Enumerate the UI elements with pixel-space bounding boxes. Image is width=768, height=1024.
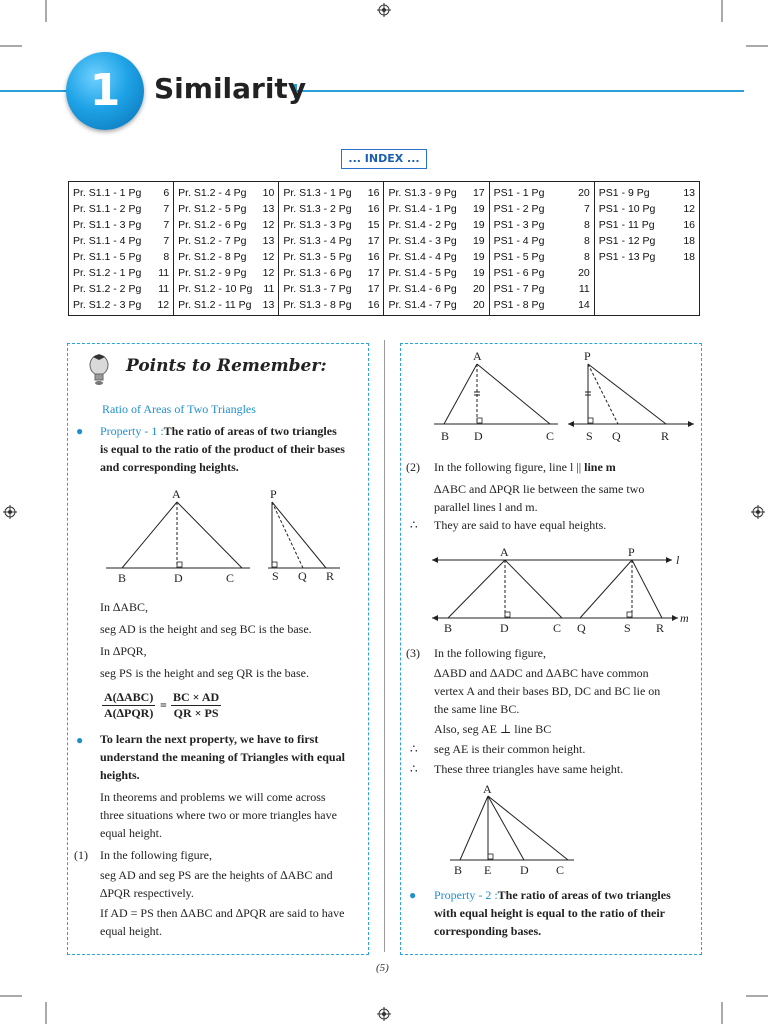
index-entry	[494, 297, 590, 313]
index-entry-label: Pr. S1.2 - 4 Pg	[178, 187, 247, 199]
subheading: Ratio of Areas of Two Triangles	[102, 402, 256, 416]
item2-line4: They are said to have equal heights.	[434, 518, 607, 532]
index-entry	[388, 265, 484, 281]
fig4-label-B: B	[454, 863, 463, 877]
index-entry-label: Pr. S1.2 - 11 Pg	[178, 299, 252, 311]
index-entry-page: 17	[367, 267, 380, 279]
index-entry-page: 19	[472, 219, 485, 231]
chapter-title: Similarity	[154, 72, 307, 105]
index-entry	[494, 233, 590, 249]
item3-line6: seg AE is their common height.	[434, 742, 586, 756]
index-entry-page: 7	[163, 203, 170, 215]
index-entry-page: 14	[578, 299, 590, 311]
property2-label: Property - 2 :	[434, 888, 498, 902]
index-entry-label: PS1 - 2 Pg	[493, 203, 545, 215]
fig1-label-P: P	[270, 487, 277, 501]
fig3-label-B: B	[444, 621, 453, 635]
index-entry-label: Pr. S1.3 - 1 Pg	[283, 187, 352, 199]
index-entry	[283, 201, 379, 217]
bullet2-line2: understand the meaning of Triangles with equal	[100, 750, 345, 764]
fig2-label-Q: Q	[612, 429, 621, 443]
formula-equals: =	[160, 698, 167, 712]
index-entry-label: PS1 - 3 Pg	[493, 219, 545, 231]
formula-num-right: BC × AD	[173, 690, 220, 704]
index-entry	[73, 233, 169, 249]
index-entry-label: Pr. S1.1 - 2 Pg	[73, 203, 142, 215]
index-entry	[388, 297, 484, 313]
index-entry	[283, 233, 379, 249]
index-entry	[599, 185, 695, 201]
index-entry	[283, 265, 379, 281]
index-entry	[73, 185, 169, 201]
item2-line1	[434, 458, 616, 476]
index-entry-page: 6	[163, 187, 170, 199]
index-entry	[178, 297, 274, 313]
item1-line3: If AD = PS then ∆ABC and ∆PQR are said to have	[100, 906, 345, 920]
property1-line3: and corresponding heights.	[100, 460, 239, 474]
item2-number: (2)	[406, 460, 420, 474]
index-entry	[73, 265, 169, 281]
index-column	[279, 182, 384, 316]
index-entry-page: 20	[578, 187, 590, 199]
fig2-label-S: S	[586, 429, 593, 443]
index-entry-page: 19	[472, 267, 485, 279]
index-entry-page: 12	[683, 203, 695, 215]
fig1-label-S: S	[272, 569, 279, 583]
fig3-label-A: A	[500, 545, 509, 559]
index-entry-label: Pr. S1.4 - 6 Pg	[388, 283, 457, 295]
item1-line4: equal height.	[100, 924, 162, 938]
index-entry-page: 12	[157, 299, 170, 311]
index-entry	[599, 249, 695, 265]
therefore-symbol: ∴	[410, 742, 418, 756]
index-entry-page: 16	[367, 251, 380, 263]
item3-number: (3)	[406, 646, 420, 660]
item3-line7: These three triangles have same height.	[434, 762, 624, 776]
property1-line1: The ratio of areas of two triangles	[163, 424, 337, 438]
index-entry-page: 16	[367, 299, 380, 311]
index-entry-page: 7	[163, 235, 170, 247]
index-column	[384, 182, 489, 316]
index-entry-page: 13	[262, 299, 275, 311]
index-entry	[178, 249, 274, 265]
index-entry	[73, 297, 169, 313]
fig1-label-A: A	[172, 487, 181, 501]
index-entry-page: 12	[262, 267, 275, 279]
index-entry-label: Pr. S1.1 - 4 Pg	[73, 235, 142, 247]
bullet-icon: ●	[76, 424, 84, 438]
index-entry-page: 19	[472, 235, 485, 247]
index-entry-label: Pr. S1.3 - 3 Pg	[283, 219, 352, 231]
index-entry-page: 8	[583, 219, 590, 231]
index-entry-label: Pr. S1.3 - 6 Pg	[283, 267, 352, 279]
para-line1: In theorems and problems we will come across	[100, 790, 326, 804]
index-entry-page: 10	[262, 187, 275, 199]
index-entry-page: 16	[367, 187, 380, 199]
index-entry-label: Pr. S1.3 - 9 Pg	[388, 187, 457, 199]
text-in-pqr: In ∆PQR,	[100, 644, 147, 658]
index-entry-label: Pr. S1.2 - 6 Pg	[178, 219, 247, 231]
item1-line2: ∆PQR respectively.	[100, 886, 194, 900]
index-entry	[494, 201, 590, 217]
fig3-label-Q: Q	[577, 621, 586, 635]
bullet-icon: ●	[76, 733, 84, 747]
fig1-label-D: D	[174, 571, 183, 585]
fig2-label-C: C	[546, 429, 555, 443]
fig2-label-A: A	[473, 349, 482, 363]
index-entry-label: Pr. S1.2 - 1 Pg	[73, 267, 142, 279]
index-entry-page: 12	[262, 251, 275, 263]
index-entry-label: Pr. S1.2 - 5 Pg	[178, 203, 247, 215]
item3-line5: Also, seg AE ⊥ line BC	[434, 722, 552, 736]
index-entry-page: 13	[262, 235, 275, 247]
lightbulb-icon	[86, 352, 112, 386]
therefore-symbol: ∴	[410, 762, 418, 776]
text-in-abc: In ∆ABC,	[100, 600, 149, 614]
property2-line3: corresponding bases.	[434, 924, 542, 938]
column-divider	[384, 340, 385, 952]
index-entry-label: Pr. S1.2 - 10 Pg	[178, 283, 253, 295]
index-entry-page: 7	[583, 203, 590, 215]
fig4-label-D: D	[520, 863, 529, 877]
index-column	[594, 182, 699, 316]
fig3-label-R: R	[656, 621, 665, 635]
index-entry	[494, 249, 590, 265]
item2-line3: parallel lines l and m.	[434, 500, 538, 514]
index-entry	[388, 233, 484, 249]
index-entry-page: 11	[158, 267, 170, 279]
text-ps-height: seg PS is the height and seg QR is the base.	[100, 666, 309, 680]
fig4-label-E: E	[484, 863, 492, 877]
fig4-label-A: A	[483, 782, 492, 796]
formula-den-left: A(∆PQR)	[104, 706, 154, 720]
index-entry	[283, 281, 379, 297]
index-entry	[388, 185, 484, 201]
fig3-label-l: l	[676, 553, 680, 567]
index-title: ... INDEX ...	[341, 149, 427, 169]
index-entry-label: Pr. S1.3 - 7 Pg	[283, 283, 352, 295]
index-entry-page: 13	[683, 187, 695, 199]
index-entry-label: PS1 - 13 Pg	[598, 251, 656, 263]
fig3-label-D: D	[500, 621, 509, 635]
index-table	[68, 181, 700, 316]
fig1-label-C: C	[226, 571, 235, 585]
formula-left	[102, 690, 155, 721]
index-entry-label: Pr. S1.4 - 4 Pg	[388, 251, 457, 263]
item2-line1a: In the following figure, line l ||	[434, 460, 582, 474]
chapter-number-badge: 1	[66, 52, 144, 130]
property2	[434, 886, 698, 940]
item2-line2: ∆ABC and ∆PQR lie between the same two	[434, 482, 645, 496]
property2-line2: with equal height is equal to the ratio of their	[434, 906, 665, 920]
index-entry-page: 15	[367, 219, 380, 231]
registration-mark-icon	[377, 1007, 391, 1021]
property1	[100, 422, 368, 476]
index-entry-label: PS1 - 8 Pg	[493, 299, 545, 311]
fig2-label-B: B	[441, 429, 450, 443]
index-entry	[178, 185, 274, 201]
fig1-label-R: R	[326, 569, 335, 583]
index-entry	[178, 233, 274, 249]
property1-line2: is equal to the ratio of the product of their bases	[100, 442, 345, 456]
index-entry-label: Pr. S1.4 - 5 Pg	[388, 267, 457, 279]
index-entry-page: 12	[262, 219, 275, 231]
figure-2	[432, 348, 702, 448]
fig2-label-P: P	[584, 349, 591, 363]
index-entry	[494, 217, 590, 233]
index-entry-label: Pr. S1.2 - 9 Pg	[178, 267, 247, 279]
index-entry	[178, 281, 274, 297]
index-entry	[178, 265, 274, 281]
property2-line1: The ratio of areas of two triangles	[497, 888, 671, 902]
points-heading: Points to Remember:	[126, 356, 327, 376]
page-number: (5)	[376, 962, 389, 974]
therefore-symbol: ∴	[410, 518, 418, 532]
index-entry-label: PS1 - 12 Pg	[598, 235, 656, 247]
index-column	[489, 182, 594, 316]
index-entry	[178, 201, 274, 217]
index-entry-label: Pr. S1.3 - 4 Pg	[283, 235, 352, 247]
registration-mark-icon	[751, 505, 765, 519]
fig3-label-C: C	[553, 621, 562, 635]
index-entry-page: 8	[583, 251, 590, 263]
index-entry-label: Pr. S1.3 - 8 Pg	[283, 299, 352, 311]
fig1-label-Q: Q	[298, 569, 307, 583]
index-entry-label: PS1 - 9 Pg	[598, 187, 650, 199]
index-entry-page: 19	[472, 203, 485, 215]
index-entry-label: PS1 - 6 Pg	[493, 267, 545, 279]
index-entry-label: PS1 - 10 Pg	[598, 203, 656, 215]
item1-number: (1)	[74, 848, 88, 862]
index-entry-label: PS1 - 4 Pg	[493, 235, 545, 247]
index-entry-page: 8	[583, 235, 590, 247]
registration-mark-icon	[377, 3, 391, 17]
text-ad-height: seg AD is the height and seg BC is the base.	[100, 622, 312, 636]
index-entry-label: Pr. S1.4 - 1 Pg	[388, 203, 457, 215]
index-entry	[599, 217, 695, 233]
index-entry-label: Pr. S1.2 - 3 Pg	[73, 299, 142, 311]
index-entry-label: Pr. S1.1 - 5 Pg	[73, 251, 142, 263]
index-entry-label: Pr. S1.1 - 1 Pg	[73, 187, 142, 199]
index-entry-page: 16	[367, 203, 380, 215]
index-entry-page: 20	[472, 283, 485, 295]
fig3-label-P: P	[628, 545, 635, 559]
index-entry-label: Pr. S1.3 - 5 Pg	[283, 251, 352, 263]
index-entry-page: 19	[472, 251, 485, 263]
index-entry	[494, 185, 590, 201]
index-entry	[283, 217, 379, 233]
figure-4	[446, 782, 586, 878]
index-column	[69, 182, 174, 316]
index-entry-page: 16	[683, 219, 695, 231]
item2-line1b: line m	[584, 460, 616, 474]
index-entry	[599, 201, 695, 217]
index-entry	[388, 201, 484, 217]
index-entry	[73, 201, 169, 217]
item3-line4: the same line BC.	[434, 702, 520, 716]
fig1-label-B: B	[118, 571, 127, 585]
index-entry	[494, 265, 590, 281]
index-entry	[73, 217, 169, 233]
index-entry	[283, 297, 379, 313]
index-entry-page: 17	[472, 187, 485, 199]
fig4-label-C: C	[556, 863, 565, 877]
registration-mark-icon	[3, 505, 17, 519]
bullet2-line3: heights.	[100, 768, 140, 782]
header-rule-left	[0, 90, 70, 92]
index-entry-label: Pr. S1.2 - 2 Pg	[73, 283, 142, 295]
index-column	[174, 182, 279, 316]
formula-right	[171, 690, 221, 721]
index-entry-page: 20	[578, 267, 590, 279]
index-entry-label: PS1 - 7 Pg	[493, 283, 545, 295]
fig2-label-D: D	[474, 429, 483, 443]
para-line3: equal height.	[100, 826, 162, 840]
index-entry	[178, 217, 274, 233]
index-entry	[73, 281, 169, 297]
index-entry	[388, 281, 484, 297]
index-entry-label: Pr. S1.2 - 8 Pg	[178, 251, 247, 263]
bullet2-line1: To learn the next property, we have to first	[100, 732, 319, 746]
item3-line3: vertex A and their bases BD, DC and BC lie on	[434, 684, 661, 698]
index-entry	[388, 249, 484, 265]
header-rule-right	[294, 90, 744, 92]
index-entry-label: Pr. S1.3 - 2 Pg	[283, 203, 352, 215]
fig3-label-m: m	[680, 611, 689, 625]
index-entry-page: 18	[683, 251, 695, 263]
index-entry-label: Pr. S1.1 - 3 Pg	[73, 219, 142, 231]
item3-line1: In the following figure,	[434, 646, 546, 660]
item1-line1: seg AD and seg PS are the heights of ∆ABC and	[100, 868, 333, 882]
index-entry-label: PS1 - 11 Pg	[598, 219, 655, 231]
index-entry-page: 7	[163, 219, 170, 231]
fig3-label-S: S	[624, 621, 631, 635]
formula-den-right: QR × PS	[173, 706, 219, 720]
figure-3	[428, 544, 700, 638]
item3-line2: ∆ABD and ∆ADC and ∆ABC have common	[434, 666, 649, 680]
index-entry	[283, 249, 379, 265]
property1-label: Property - 1 :	[100, 424, 164, 438]
index-entry	[388, 217, 484, 233]
index-entry	[283, 185, 379, 201]
index-entry	[73, 249, 169, 265]
figure-1	[100, 484, 370, 588]
index-entry-label: Pr. S1.2 - 7 Pg	[178, 235, 247, 247]
fig2-label-R: R	[661, 429, 670, 443]
index-entry	[494, 281, 590, 297]
index-entry	[599, 233, 695, 249]
index-entry-label: PS1 - 5 Pg	[493, 251, 545, 263]
para-line2: three situations where two or more triangles have	[100, 808, 337, 822]
bullet-icon: ●	[409, 888, 417, 902]
index-entry-page: 17	[367, 283, 380, 295]
index-entry-page: 11	[158, 283, 170, 295]
index-entry-page: 17	[367, 235, 380, 247]
index-entry-page: 13	[262, 203, 275, 215]
item1-title: In the following figure,	[100, 848, 212, 862]
index-entry-page: 20	[472, 299, 485, 311]
index-entry-page: 18	[683, 235, 695, 247]
index-entry-page: 11	[263, 283, 275, 295]
index-entry-label: PS1 - 1 Pg	[493, 187, 545, 199]
formula-num-left: A(∆ABC)	[104, 690, 154, 704]
index-entry-label: Pr. S1.4 - 7 Pg	[388, 299, 457, 311]
index-entry-label: Pr. S1.4 - 3 Pg	[388, 235, 457, 247]
index-entry-page: 11	[578, 283, 590, 295]
index-entry-label: Pr. S1.4 - 2 Pg	[388, 219, 457, 231]
index-entry-page: 8	[163, 251, 170, 263]
